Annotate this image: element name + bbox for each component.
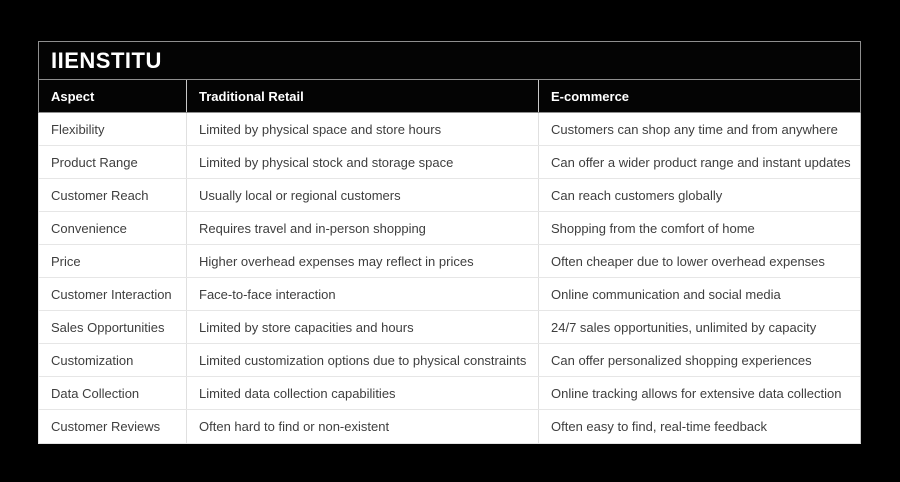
cell-ecommerce: Online communication and social media [538, 278, 860, 310]
cell-ecommerce: Can offer personalized shopping experiences [538, 344, 860, 376]
cell-traditional: Limited by physical space and store hours [186, 113, 538, 145]
table-header-row [38, 79, 861, 113]
table-row [39, 146, 860, 179]
cell-ecommerce: Often easy to find, real-time feedback [538, 410, 860, 443]
table-row [39, 179, 860, 212]
table-row [39, 377, 860, 410]
cell-ecommerce: Online tracking allows for extensive data collection [538, 377, 860, 409]
cell-traditional: Higher overhead expenses may reflect in prices [186, 245, 538, 277]
cell-aspect: Customer Reach [51, 187, 149, 203]
cell-traditional: Limited by store capacities and hours [186, 311, 538, 343]
column-header-aspect: Aspect [51, 88, 95, 104]
cell-aspect: Customization [51, 352, 134, 368]
cell-aspect: Customer Interaction [51, 286, 172, 302]
cell-aspect: Price [51, 253, 81, 269]
column-header-traditional: Traditional Retail [186, 80, 538, 112]
table-body [38, 113, 861, 444]
cell-traditional: Face-to-face interaction [186, 278, 538, 310]
table-row [39, 410, 860, 443]
table-row [39, 245, 860, 278]
cell-traditional: Often hard to find or non-existent [186, 410, 538, 443]
table-row [39, 311, 860, 344]
brand-title: IIENSTITU [51, 47, 162, 73]
cell-ecommerce: Can offer a wider product range and instant updates [538, 146, 860, 178]
cell-ecommerce: Can reach customers globally [538, 179, 860, 211]
table-row [39, 278, 860, 311]
table-row [39, 212, 860, 245]
table-row [39, 113, 860, 146]
comparison-table [38, 41, 861, 444]
cell-traditional: Usually local or regional customers [186, 179, 538, 211]
cell-aspect: Data Collection [51, 385, 140, 401]
cell-aspect: Product Range [51, 154, 138, 170]
cell-ecommerce: Shopping from the comfort of home [538, 212, 860, 244]
cell-traditional: Limited customization options due to physical constraints [186, 344, 538, 376]
table-row [39, 344, 860, 377]
cell-traditional: Limited data collection capabilities [186, 377, 538, 409]
cell-aspect: Sales Opportunities [51, 319, 165, 335]
cell-aspect: Flexibility [51, 121, 105, 137]
cell-aspect: Convenience [51, 220, 127, 236]
cell-ecommerce: Often cheaper due to lower overhead expenses [538, 245, 860, 277]
cell-ecommerce: Customers can shop any time and from anywhere [538, 113, 860, 145]
cell-aspect: Customer Reviews [51, 419, 161, 434]
column-header-ecommerce: E-commerce [538, 80, 860, 112]
cell-traditional: Limited by physical stock and storage space [186, 146, 538, 178]
cell-traditional: Requires travel and in-person shopping [186, 212, 538, 244]
cell-ecommerce: 24/7 sales opportunities, unlimited by capacity [538, 311, 860, 343]
brand-title-bar [38, 41, 861, 79]
